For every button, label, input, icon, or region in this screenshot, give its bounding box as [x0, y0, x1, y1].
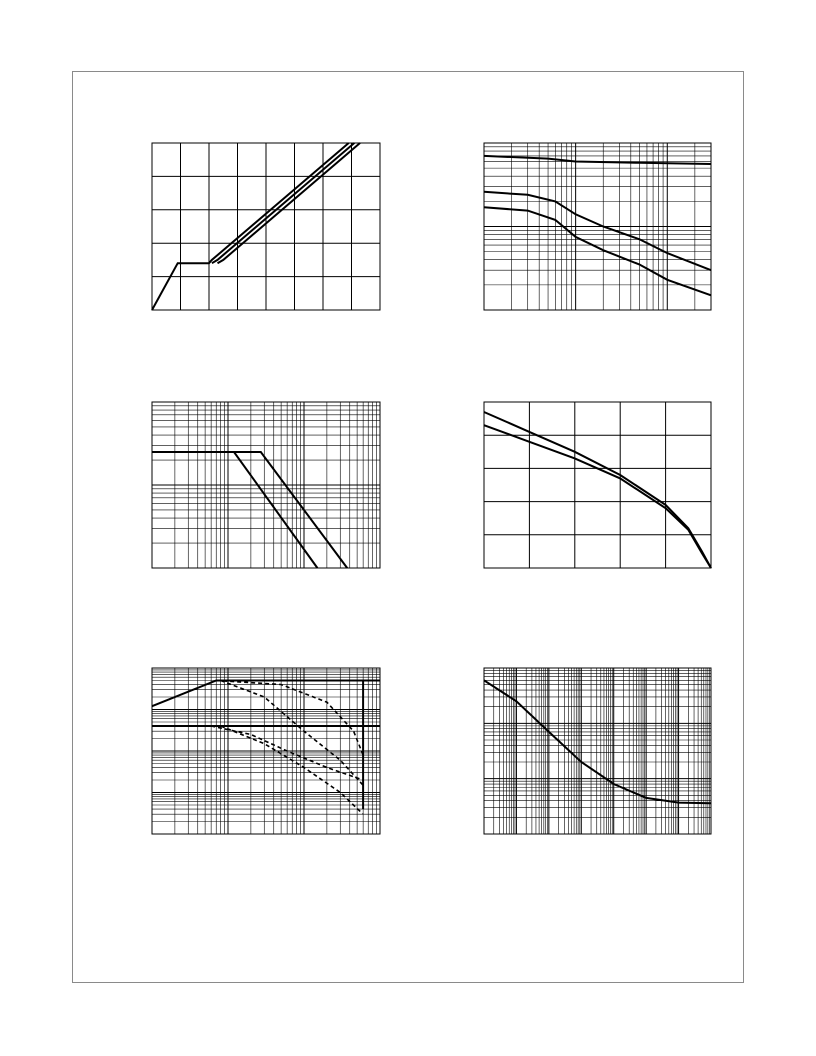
- series-line-1: [152, 143, 349, 310]
- chart-5: [152, 668, 380, 834]
- series-line-3: [484, 207, 711, 295]
- series-line-7: [221, 726, 364, 814]
- series-line-2: [212, 143, 354, 263]
- chart-1: [152, 143, 380, 310]
- series-line-2: [484, 192, 711, 270]
- series-line-3: [218, 143, 361, 263]
- chart-2: [484, 143, 711, 310]
- series-line-1: [484, 156, 711, 164]
- chart-4: [484, 402, 711, 568]
- series-line-2: [484, 425, 711, 568]
- chart-6: [484, 668, 711, 834]
- chart-3: [152, 402, 380, 568]
- series-line-4: [216, 681, 363, 756]
